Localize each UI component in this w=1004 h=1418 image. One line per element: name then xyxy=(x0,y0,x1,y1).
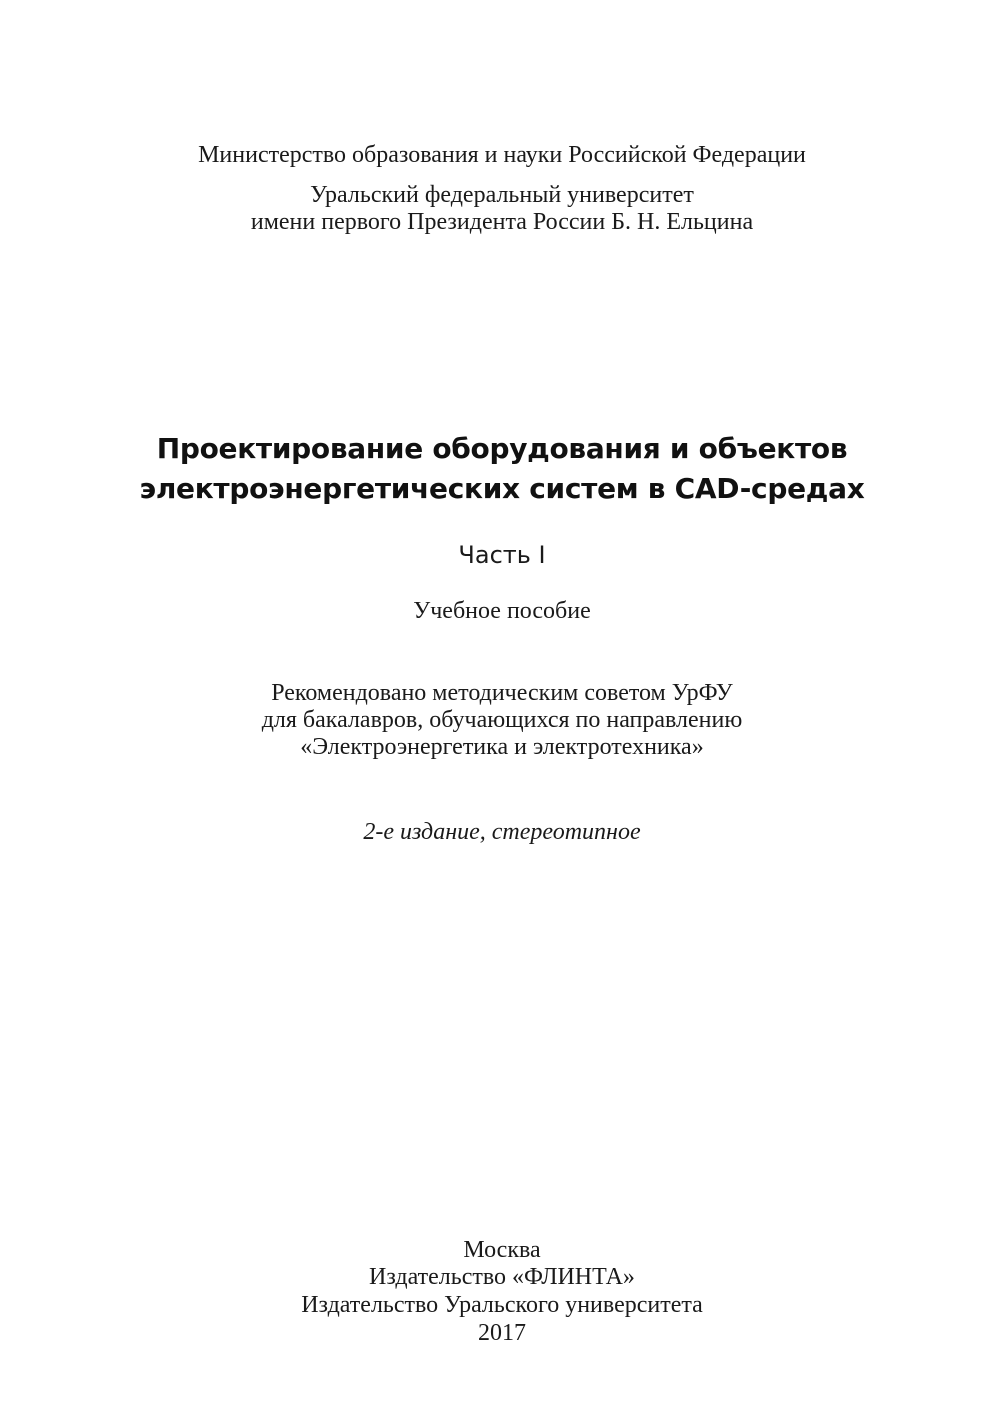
part-number: Часть I xyxy=(458,541,546,569)
recommendation-line-2: для бакалавров, обучающихся по направлению xyxy=(261,707,743,733)
document-type: Учебное пособие xyxy=(413,598,591,624)
ministry-name: Министерство образования и науки Российской Федерации xyxy=(198,142,806,168)
recommendation-line-1: Рекомендовано методическим советом УрФУ xyxy=(271,680,733,706)
edition-note: 2-е издание, стереотипное xyxy=(363,819,641,845)
imprint-city: Москва xyxy=(463,1237,541,1263)
imprint-year: 2017 xyxy=(478,1320,526,1346)
university-name-line-1: Уральский федеральный университет xyxy=(310,182,694,208)
imprint-publisher-2: Издательство Уральского университета xyxy=(301,1292,703,1318)
recommendation-line-3: «Электроэнергетика и электротехника» xyxy=(300,734,704,760)
book-title-line-2: электроэнергетических систем в CAD-средах xyxy=(139,472,865,505)
university-name-line-2: имени первого Президента России Б. Н. Ельцина xyxy=(250,209,754,235)
imprint-publisher-1: Издательство «ФЛИНТА» xyxy=(369,1264,635,1290)
book-title-line-1: Проектирование оборудования и объектов xyxy=(156,432,848,465)
